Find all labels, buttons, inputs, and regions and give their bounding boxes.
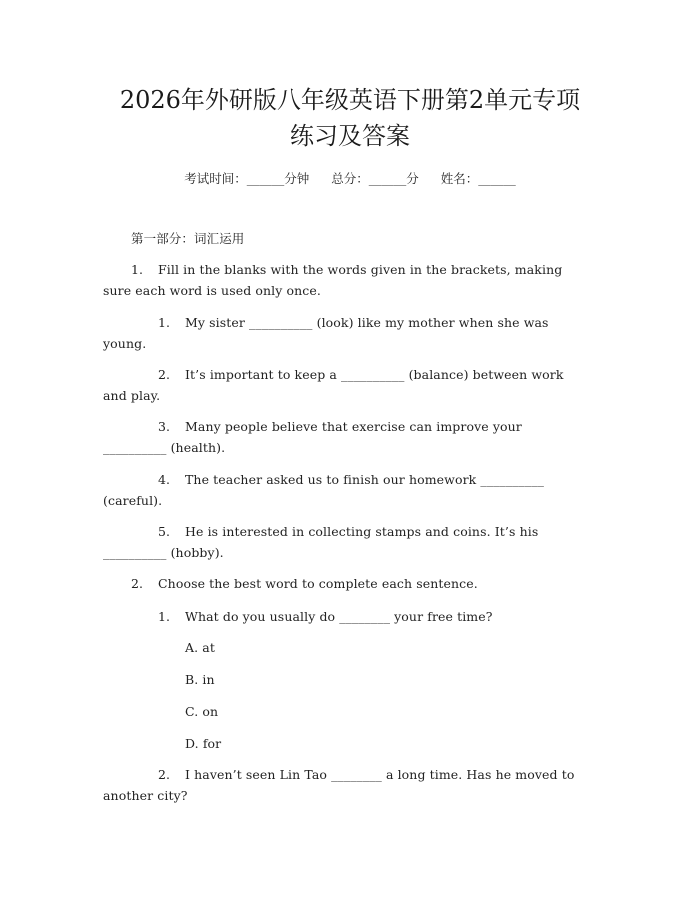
option-b: B. in — [185, 672, 215, 687]
q2-sub-item-2 — [158, 765, 574, 785]
item-number: 2. — [158, 767, 171, 782]
item-number: 1. — [158, 315, 171, 330]
page-title-line-1: 2026年外研版八年级英语下册第2单元专项 — [119, 86, 581, 114]
item-text: Many people believe that exercise can improve your — [185, 419, 522, 434]
item-number: 5. — [158, 524, 171, 539]
sub-item-4-continuation: (careful). — [103, 493, 163, 508]
exam-time: 考试时间：______分钟 — [184, 171, 310, 186]
question-number: 1. — [131, 262, 144, 277]
item-text: It’s important to keep a __________ (balance) between work — [185, 367, 564, 382]
page-title-line-2: 练习及答案 — [290, 122, 410, 150]
item-number: 1. — [158, 609, 171, 624]
sub-item-1 — [158, 313, 549, 333]
sub-item-3-continuation: __________ (health). — [103, 440, 226, 455]
item-number: 4. — [158, 472, 171, 487]
item-number: 3. — [158, 419, 171, 434]
q2-sub-item-1 — [158, 607, 493, 627]
question-text: Choose the best word to complete each sentence. — [158, 576, 478, 591]
exam-info — [0, 170, 700, 188]
sub-item-2-continuation: and play. — [103, 388, 161, 403]
item-number: 2. — [158, 367, 171, 382]
sub-item-5 — [158, 522, 538, 542]
item-text: He is interested in collecting stamps and coins. It’s his — [185, 524, 539, 539]
q2-sub-item-2-continuation: another city? — [103, 788, 188, 803]
option-c: C. on — [185, 704, 219, 719]
item-text: My sister __________ (look) like my mother when she was — [185, 315, 549, 330]
sub-item-5-continuation: __________ (hobby). — [103, 545, 224, 560]
question-1-continuation: sure each word is used only once. — [103, 283, 321, 298]
sub-item-3 — [158, 417, 522, 437]
question-number: 2. — [131, 576, 144, 591]
sub-item-2 — [158, 365, 564, 385]
question-2-line — [131, 574, 478, 594]
item-text: What do you usually do ________ your free time? — [185, 609, 493, 624]
question-1-line — [131, 260, 562, 280]
exam-score: 总分：______分 — [331, 171, 419, 186]
exam-name: 姓名：______ — [440, 171, 516, 186]
option-d: D. for — [185, 736, 222, 751]
item-text: The teacher asked us to finish our homework __________ — [185, 472, 544, 487]
question-text: Fill in the blanks with the words given in the brackets, making — [158, 262, 563, 277]
section-heading: 第一部分：词汇运用 — [131, 231, 245, 246]
item-text: I haven’t seen Lin Tao ________ a long time. Has he moved to — [185, 767, 575, 782]
sub-item-4 — [158, 470, 544, 490]
option-a: A. at — [185, 640, 215, 655]
sub-item-1-continuation: young. — [103, 336, 147, 351]
